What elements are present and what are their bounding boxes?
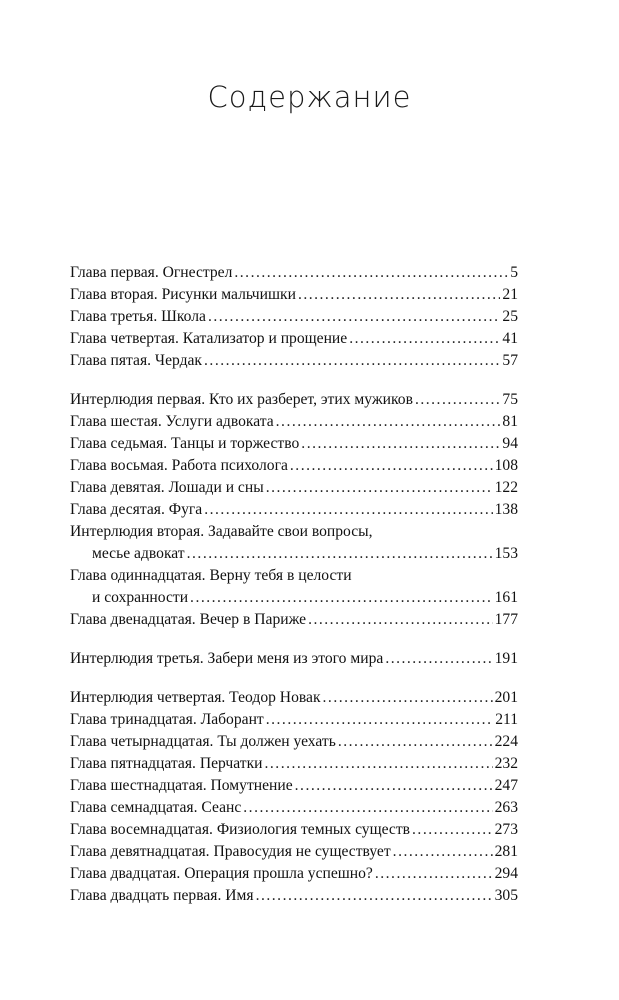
toc-entry-title: Глава шестнадцатая. Помутнение (70, 777, 293, 794)
toc-entry-page: 94 (502, 435, 518, 452)
toc-entry[interactable] (70, 841, 518, 863)
page-title: Содержание (207, 80, 412, 114)
toc-entry[interactable] (70, 306, 518, 328)
dot-leader (308, 609, 493, 631)
toc-entry[interactable] (70, 885, 518, 907)
toc-entry[interactable] (70, 863, 518, 885)
dot-leader (190, 587, 493, 609)
toc-entry[interactable] (70, 819, 518, 841)
toc-entry-page: 305 (494, 887, 518, 904)
dot-leader (266, 709, 493, 731)
toc-entry[interactable] (70, 587, 518, 609)
toc-entry[interactable] (70, 731, 518, 753)
toc-entry-page: 224 (494, 733, 518, 750)
toc-entry[interactable] (70, 262, 518, 284)
dot-leader (234, 262, 508, 284)
dot-leader (187, 543, 493, 565)
dot-leader (208, 306, 500, 328)
toc-entry[interactable] (70, 328, 518, 350)
dot-leader (412, 819, 493, 841)
dot-leader (204, 350, 500, 372)
toc-entry-page: 21 (502, 286, 518, 303)
toc-entry[interactable] (70, 687, 518, 709)
toc-entry[interactable] (70, 350, 518, 372)
toc-entry-title: Глава четвертая. Катализатор и прощение (70, 330, 348, 347)
toc-entry-title: Глава двенадцатая. Вечер в Париже (70, 611, 307, 628)
toc-entry-page: 263 (494, 799, 518, 816)
toc-entry-page: 247 (494, 777, 518, 794)
toc-entry-page: 294 (494, 865, 518, 882)
toc-entry-page: 138 (494, 501, 518, 518)
toc-entry-title: Глава вторая. Рисунки мальчишки (70, 286, 296, 303)
toc-entry-title: Глава третья. Школа (70, 308, 206, 325)
toc-entry[interactable] (70, 477, 518, 499)
toc-entry[interactable] (70, 389, 518, 411)
dot-leader (298, 284, 500, 306)
dot-leader (256, 885, 493, 907)
toc-entry-title: Глава первая. Огнестрел (70, 264, 233, 281)
toc-entry-page: 281 (494, 843, 518, 860)
toc-entry-page: 273 (494, 821, 518, 838)
toc-entry-page: 75 (502, 391, 518, 408)
toc-entry-page: 41 (502, 330, 518, 347)
dot-leader (385, 648, 492, 670)
dot-leader (266, 477, 493, 499)
dot-leader (276, 411, 501, 433)
toc-entry[interactable] (70, 753, 518, 775)
toc-entry-page: 232 (494, 755, 518, 772)
dot-leader (243, 797, 492, 819)
toc-entry[interactable] (70, 499, 518, 521)
toc-entry-title: Глава десятая. Фуга (70, 501, 203, 518)
toc-entry-page: 161 (494, 589, 518, 606)
dot-leader (265, 753, 493, 775)
toc-entry[interactable] (70, 709, 518, 731)
toc-entry-page: 177 (494, 611, 518, 628)
dot-leader (338, 731, 493, 753)
dot-leader (349, 328, 500, 350)
toc-entry-page: 108 (494, 457, 518, 474)
dot-leader (375, 863, 493, 885)
toc-entry-title: месье адвокат (92, 545, 185, 562)
dot-leader (301, 433, 500, 455)
toc-entry-title-first-line: Глава одиннадцатая. Верну тебя в целости (70, 567, 352, 584)
toc-entry-title: Интерлюдия третья. Забери меня из этого мира (70, 650, 384, 667)
dot-leader (295, 775, 493, 797)
toc-entry-title-first-line: Интерлюдия вторая. Задавайте свои вопросы, (70, 523, 373, 540)
toc-entry-title: Глава девятнадцатая. Правосудия не существует (70, 843, 391, 860)
toc-entry-page: 201 (494, 689, 518, 706)
toc-entry[interactable] (70, 433, 518, 455)
toc-entry-title: Интерлюдия первая. Кто их разберет, этих мужиков (70, 391, 413, 408)
dot-leader (204, 499, 492, 521)
toc-entry-page: 5 (510, 264, 518, 281)
toc-entry[interactable] (70, 775, 518, 797)
toc-entry-title: Глава двадцатая. Операция прошла успешно? (70, 865, 373, 882)
dot-leader (323, 687, 493, 709)
toc-entry-page: 122 (494, 479, 518, 496)
toc-entry-title: Глава восемнадцатая. Физиология темных существ (70, 821, 411, 838)
toc-entry-page: 191 (494, 650, 518, 667)
toc-entry-page: 153 (494, 545, 518, 562)
toc-entry-page: 25 (502, 308, 518, 325)
toc-entry-page: 211 (495, 711, 518, 728)
dot-leader (415, 389, 500, 411)
toc-entry-title: Глава седьмая. Танцы и торжество (70, 435, 300, 452)
toc-entry-title: Интерлюдия четвертая. Теодор Новак (70, 689, 321, 706)
toc-entry-title: Глава восьмая. Работа психолога (70, 457, 288, 474)
dot-leader (393, 841, 493, 863)
toc-entry-title: Глава пятая. Чердак (70, 352, 203, 369)
toc-entry-page: 81 (502, 413, 518, 430)
toc-entry[interactable] (70, 455, 518, 477)
toc-entry-title: Глава семнадцатая. Сеанс (70, 799, 242, 816)
toc-entry[interactable] (70, 797, 518, 819)
toc-entry[interactable] (70, 648, 518, 670)
toc-entry-title: Глава девятая. Лошади и сны (70, 479, 264, 496)
toc-entry-title: Глава тринадцатая. Лаборант (70, 711, 264, 728)
toc-entry[interactable] (70, 609, 518, 631)
toc-entry-title: Глава четырнадцатая. Ты должен уехать (70, 733, 336, 750)
toc-entry[interactable] (70, 543, 518, 565)
toc-entry-title: Глава двадцать первая. Имя (70, 887, 254, 904)
toc-entry-title: и сохранности (92, 589, 189, 606)
toc-entry-title: Глава пятнадцатая. Перчатки (70, 755, 263, 772)
dot-leader (290, 455, 493, 477)
toc-entry-page: 57 (502, 352, 518, 369)
toc-entry[interactable] (70, 284, 518, 306)
toc-entry-title: Глава шестая. Услуги адвоката (70, 413, 274, 430)
toc-entry[interactable] (70, 411, 518, 433)
